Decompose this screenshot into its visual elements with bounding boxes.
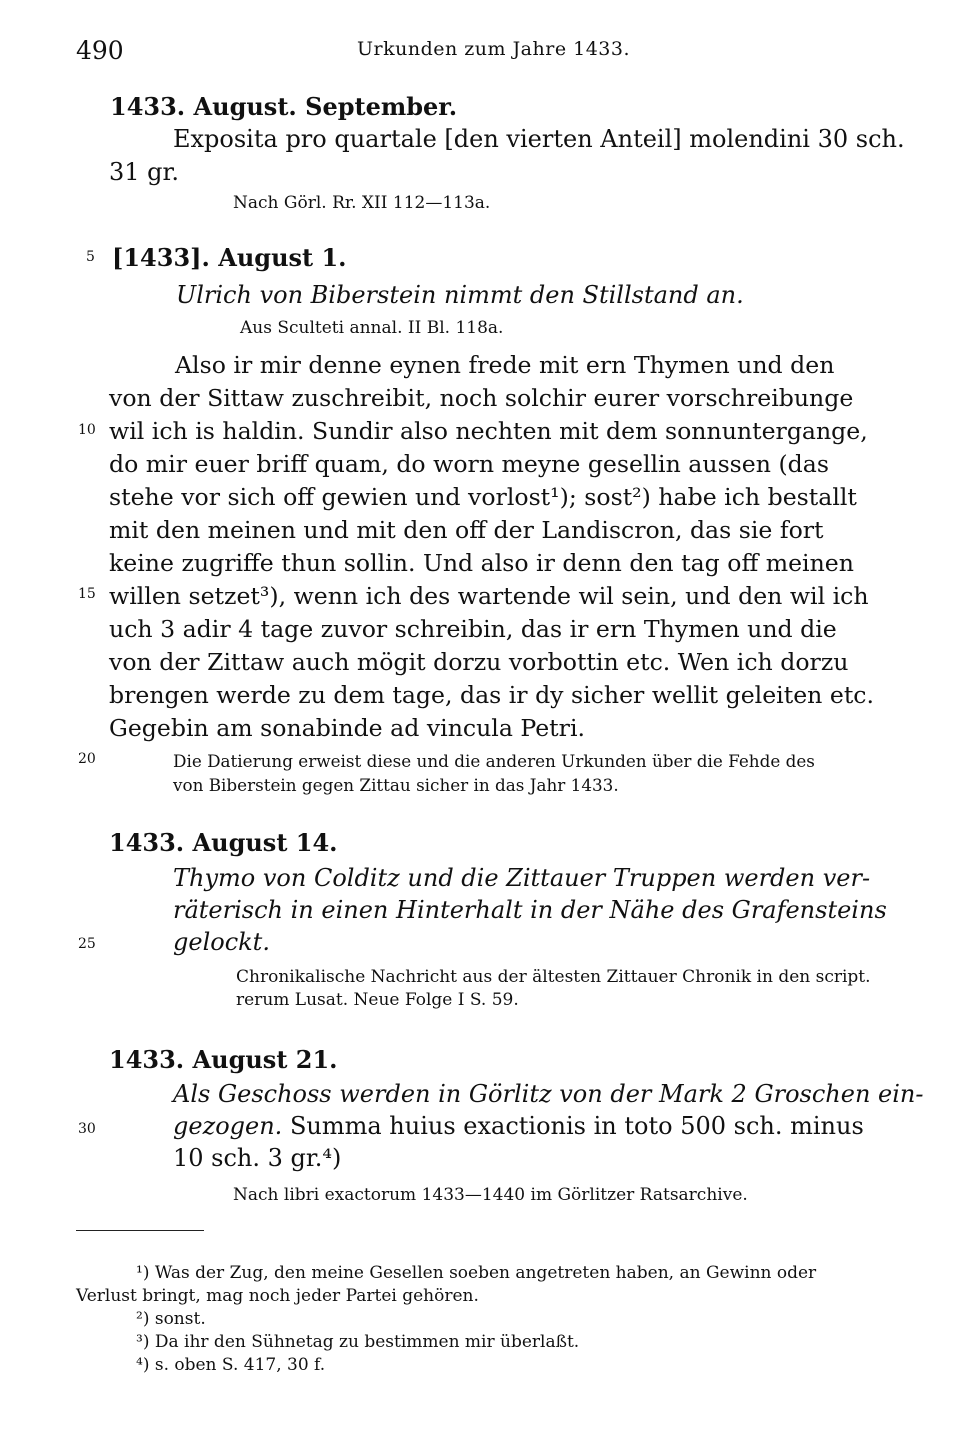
body-line: brengen werde zu dem tage, das ir dy sicher wellit geleiten etc. xyxy=(109,681,875,709)
line-number: 10 xyxy=(78,422,96,438)
footnote-4: ⁴) s. oben S. 417, 30 f. xyxy=(136,1355,326,1375)
body-line: uch 3 adir 4 tage zuvor schreibin, das ir ern Thymen und die xyxy=(109,615,837,643)
entry4-source: Nach libri exactorum 1433—1440 im Görlitzer Ratsarchive. xyxy=(233,1185,748,1205)
entry4-summary-rest: Summa huius exactionis in toto 500 sch. minus xyxy=(282,1112,864,1140)
footnote-2: ²) sonst. xyxy=(136,1309,206,1329)
entry4-summary-italic: gezogen. xyxy=(173,1112,283,1140)
entry2-note-line1: Die Datierung erweist diese und die anderen Urkunden über die Fehde des xyxy=(173,751,815,771)
line-number: 5 xyxy=(86,249,95,265)
footnote-1-line1: ¹) Was der Zug, den meine Gesellen soeben angetreten haben, an Gewinn oder xyxy=(136,1263,817,1283)
running-title: Urkunden zum Jahre 1433. xyxy=(357,38,631,60)
entry2-summary: Ulrich von Biberstein nimmt den Stillstand an. xyxy=(176,281,744,309)
line-number: 25 xyxy=(78,936,96,952)
entry2-note-line2: von Biberstein gegen Zittau sicher in das Jahr 1433. xyxy=(173,775,619,795)
entry1-heading: 1433. August. September. xyxy=(110,92,458,121)
entry3-summary-line1: Thymo von Colditz und die Zittauer Truppen werden ver- xyxy=(173,864,871,892)
footnote-rule xyxy=(76,1230,204,1231)
entry3-source-line1: Chronikalische Nachricht aus der ältesten Zittauer Chronik in den script. xyxy=(236,967,871,987)
entry4-summary-line2 xyxy=(173,1112,864,1140)
body-line: von der Zittaw auch mögit dorzu vorbottin etc. Wen ich dorzu xyxy=(109,648,849,676)
entry3-heading: 1433. August 14. xyxy=(109,828,338,857)
entry2-heading: [1433]. August 1. xyxy=(112,243,347,272)
entry2-source: Aus Sculteti annal. II Bl. 118a. xyxy=(240,318,504,338)
footnote-3: ³) Da ihr den Sühnetag zu bestimmen mir überlaßt. xyxy=(136,1332,580,1352)
entry2-body xyxy=(109,349,887,745)
body-line: wil ich is haldin. Sundir also nechten mit dem sonnuntergange, xyxy=(109,417,868,445)
entry1-text-line1: Exposita pro quartale [den vierten Anteil] molendini 30 sch. xyxy=(173,125,905,153)
line-number: 15 xyxy=(78,586,96,602)
entry1-source: Nach Görl. Rr. XII 112—113a. xyxy=(233,193,491,213)
entry4-heading: 1433. August 21. xyxy=(109,1045,338,1074)
body-line: Also ir mir denne eynen frede mit ern Thymen und den xyxy=(175,351,835,379)
entry4-summary-line3: 10 sch. 3 gr.⁴) xyxy=(173,1144,342,1172)
entry3-source-line2: rerum Lusat. Neue Folge I S. 59. xyxy=(236,990,519,1010)
entry3-summary-line3: gelockt. xyxy=(173,928,270,956)
entry4-summary-line1: Als Geschoss werden in Görlitz von der Mark 2 Groschen ein- xyxy=(173,1080,924,1108)
body-line: Gegebin am sonabinde ad vincula Petri. xyxy=(109,714,585,742)
body-line: von der Sittaw zuschreibit, noch solchir eurer vorschreibunge xyxy=(109,384,854,412)
body-line: mit den meinen und mit den off der Landiscron, das sie fort xyxy=(109,516,824,544)
line-number: 20 xyxy=(78,751,96,767)
footnote-1-line2: Verlust bringt, mag noch jeder Partei gehören. xyxy=(76,1286,479,1306)
body-line: willen setzet³), wenn ich des wartende wil sein, und den wil ich xyxy=(109,582,869,610)
body-line: stehe vor sich off gewien und vorlost¹); sost²) habe ich bestallt xyxy=(109,483,857,511)
entry1-text-line2: 31 gr. xyxy=(109,158,179,186)
body-line: keine zugriffe thun sollin. Und also ir denn den tag off meinen xyxy=(109,549,854,577)
body-line: do mir euer briff quam, do worn meyne gesellin aussen (das xyxy=(109,450,829,478)
page-number: 490 xyxy=(76,36,124,65)
line-number: 30 xyxy=(78,1121,96,1137)
entry3-summary-line2: räterisch in einen Hinterhalt in der Nähe des Grafensteins xyxy=(173,896,887,924)
